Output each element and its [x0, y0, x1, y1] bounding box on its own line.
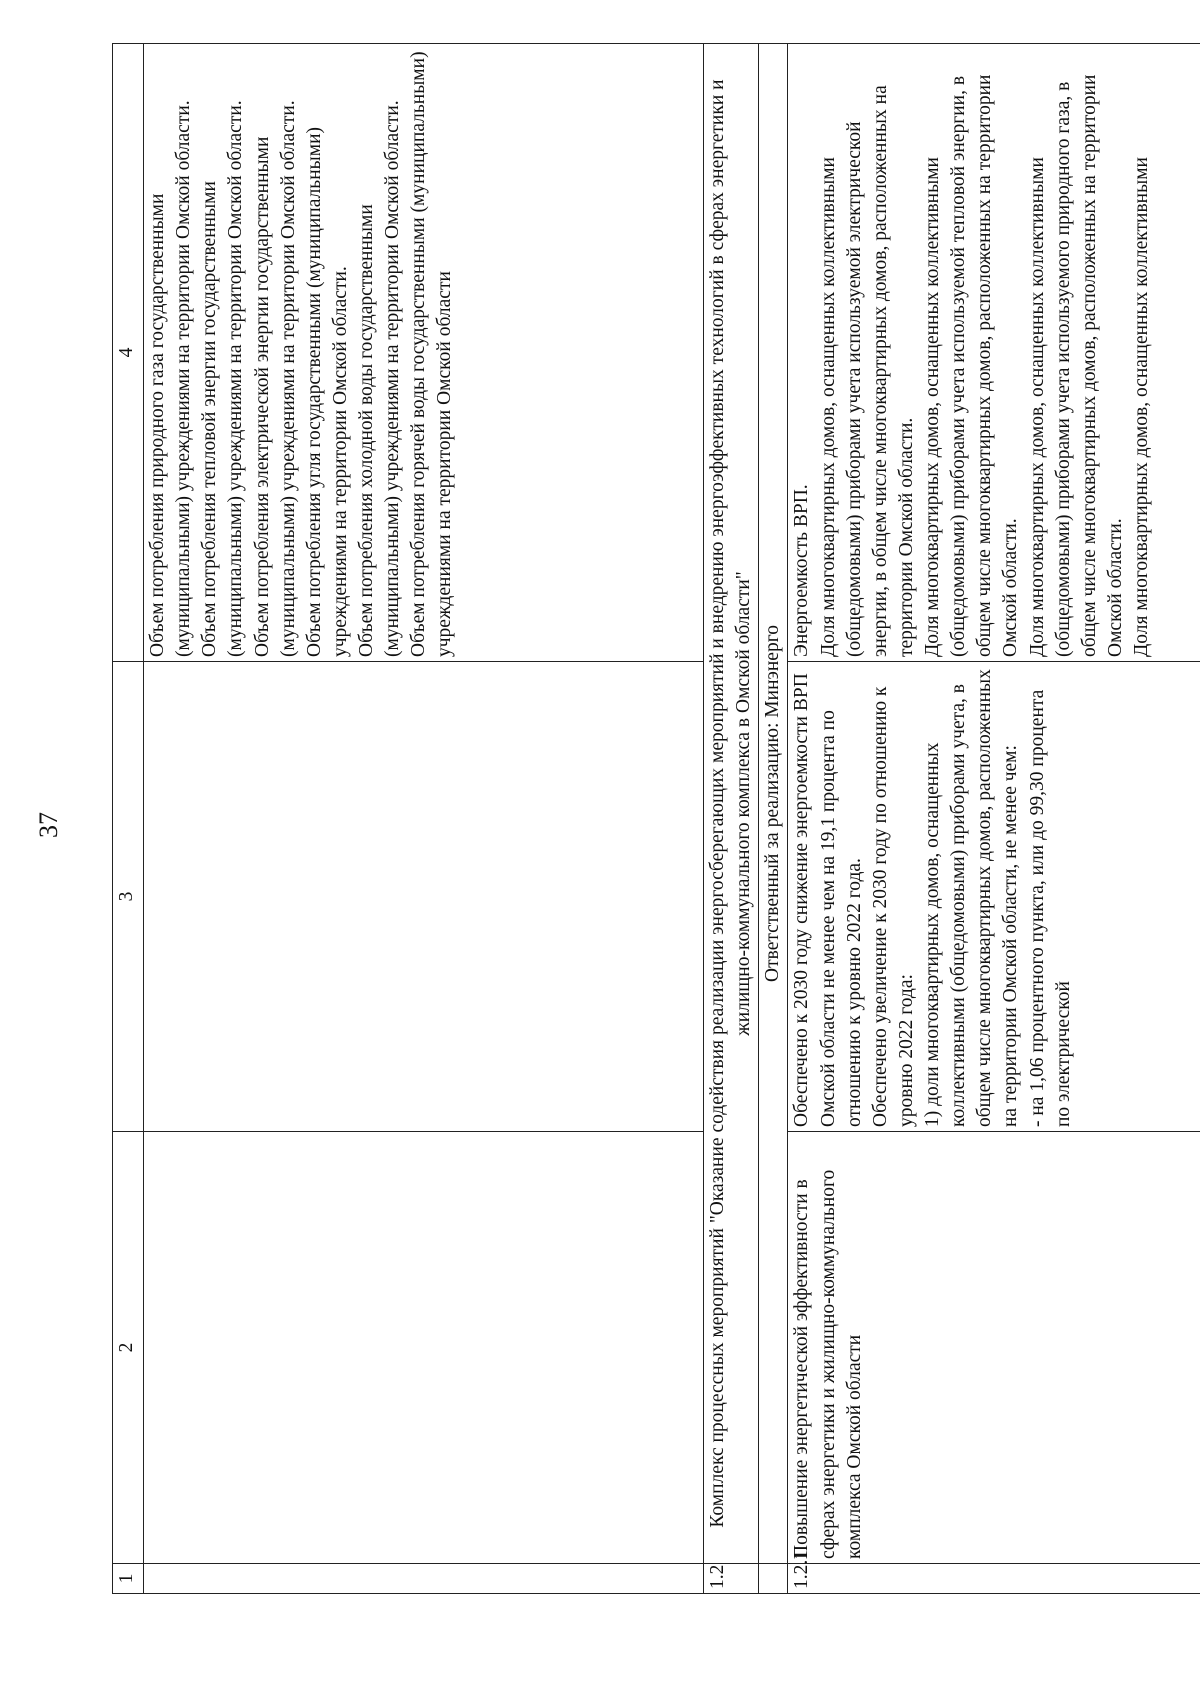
column-number: 1: [113, 1564, 144, 1594]
result-text: 1) доли многоквартирных домов, оснащенных коллективными (общедомовыми) приборами учета, в общем числе многоквартирных домов, расположенных на территории Омской области, не менее чем:: [922, 669, 1022, 1127]
section-row: [704, 44, 759, 1594]
indicator-text: Доля многоквартирных домов, оснащенных коллективными (общедомовыми) приборами учета используемого природного газа, в общем числе многоквартирных домов, расположенных на территории Омской области.: [1026, 74, 1126, 657]
indicator-text: Объем потребления электрической энергии государственными (муниципальными) учреждениями на территории Омской области.: [251, 100, 299, 657]
continued-row: [144, 44, 704, 1594]
indicator-text: Доля многоквартирных домов, оснащенных коллективными: [1131, 157, 1152, 657]
task-name: Повышение энергетической эффективности в сферах энергетики и жилищно-коммунального комплекса Омской области: [788, 1132, 1200, 1564]
indicator-text: Объем потребления тепловой энергии государственными (муниципальными) учреждениями на территории Омской области.: [199, 100, 247, 657]
indicators-cell: [144, 44, 704, 662]
indicator-text: Объем потребления горячей воды государственными (муниципальными) учреждениями на территории Омской области: [408, 51, 456, 657]
empty-cell: [144, 1132, 704, 1564]
column-number: 3: [113, 662, 144, 1132]
empty-cell: [759, 1564, 788, 1594]
result-text: Обеспечено к 2030 году снижение энергоемкости ВРП Омской области не менее чем на 19,1 процента по отношению к уровню 2022 года.: [791, 673, 865, 1127]
indicator-text: Объем потребления угля государственными (муниципальными) учреждениями на территории Омской области.: [303, 127, 351, 657]
result-text: Обеспечено увеличение к 2030 году по отношению к уровню 2022 года:: [869, 686, 917, 1127]
indicator-text: Объем потребления холодной воды государственными (муниципальными) учреждениями на территории Омской области.: [356, 100, 404, 657]
task-row: [788, 44, 1200, 1594]
column-number: 2: [113, 1132, 144, 1564]
program-table: [112, 43, 1200, 1594]
results-cell: [788, 662, 1200, 1132]
indicators-cell: [788, 44, 1200, 662]
responsible-text: Ответственный за реализацию: Минэнерго: [759, 44, 788, 1564]
rotated-page-content: [112, 44, 1152, 1594]
indicator-text: Энергоемкость ВРП.: [791, 484, 813, 657]
section-number: 1.2: [704, 1564, 759, 1594]
column-number-row: [113, 44, 144, 1594]
task-number: 1.2.1: [788, 1564, 1200, 1594]
empty-cell: [144, 662, 704, 1132]
empty-cell: [144, 1564, 704, 1594]
section-title: Комплекс процессных мероприятий "Оказание содействия реализации энергосберегающих мероприятий и внедрению энергоэффективных технологий в сферах энергетики и жилищно-коммунального комплекса в Омской области": [704, 44, 759, 1564]
column-number: 4: [113, 44, 144, 662]
indicator-text: Доля многоквартирных домов, оснащенных коллективными (общедомовыми) приборами учета используемой электрической энергии, в общем числе многоквартирных домов, расположенных на территории Омской области.: [817, 85, 917, 657]
indicator-text: Объем потребления природного газа государственными (муниципальными) учреждениями на территории Омской области.: [147, 100, 195, 657]
indicator-text: Доля многоквартирных домов, оснащенных коллективными (общедомовыми) приборами учета используемой тепловой энергии, в общем числе многоквартирных домов, расположенных на территории Омской области.: [922, 74, 1022, 657]
responsible-row: [759, 44, 788, 1594]
page-number: 37: [34, 812, 63, 838]
result-text: - на 1,06 процентного пункта, или до 99,30 процента по электрической: [1026, 689, 1074, 1127]
